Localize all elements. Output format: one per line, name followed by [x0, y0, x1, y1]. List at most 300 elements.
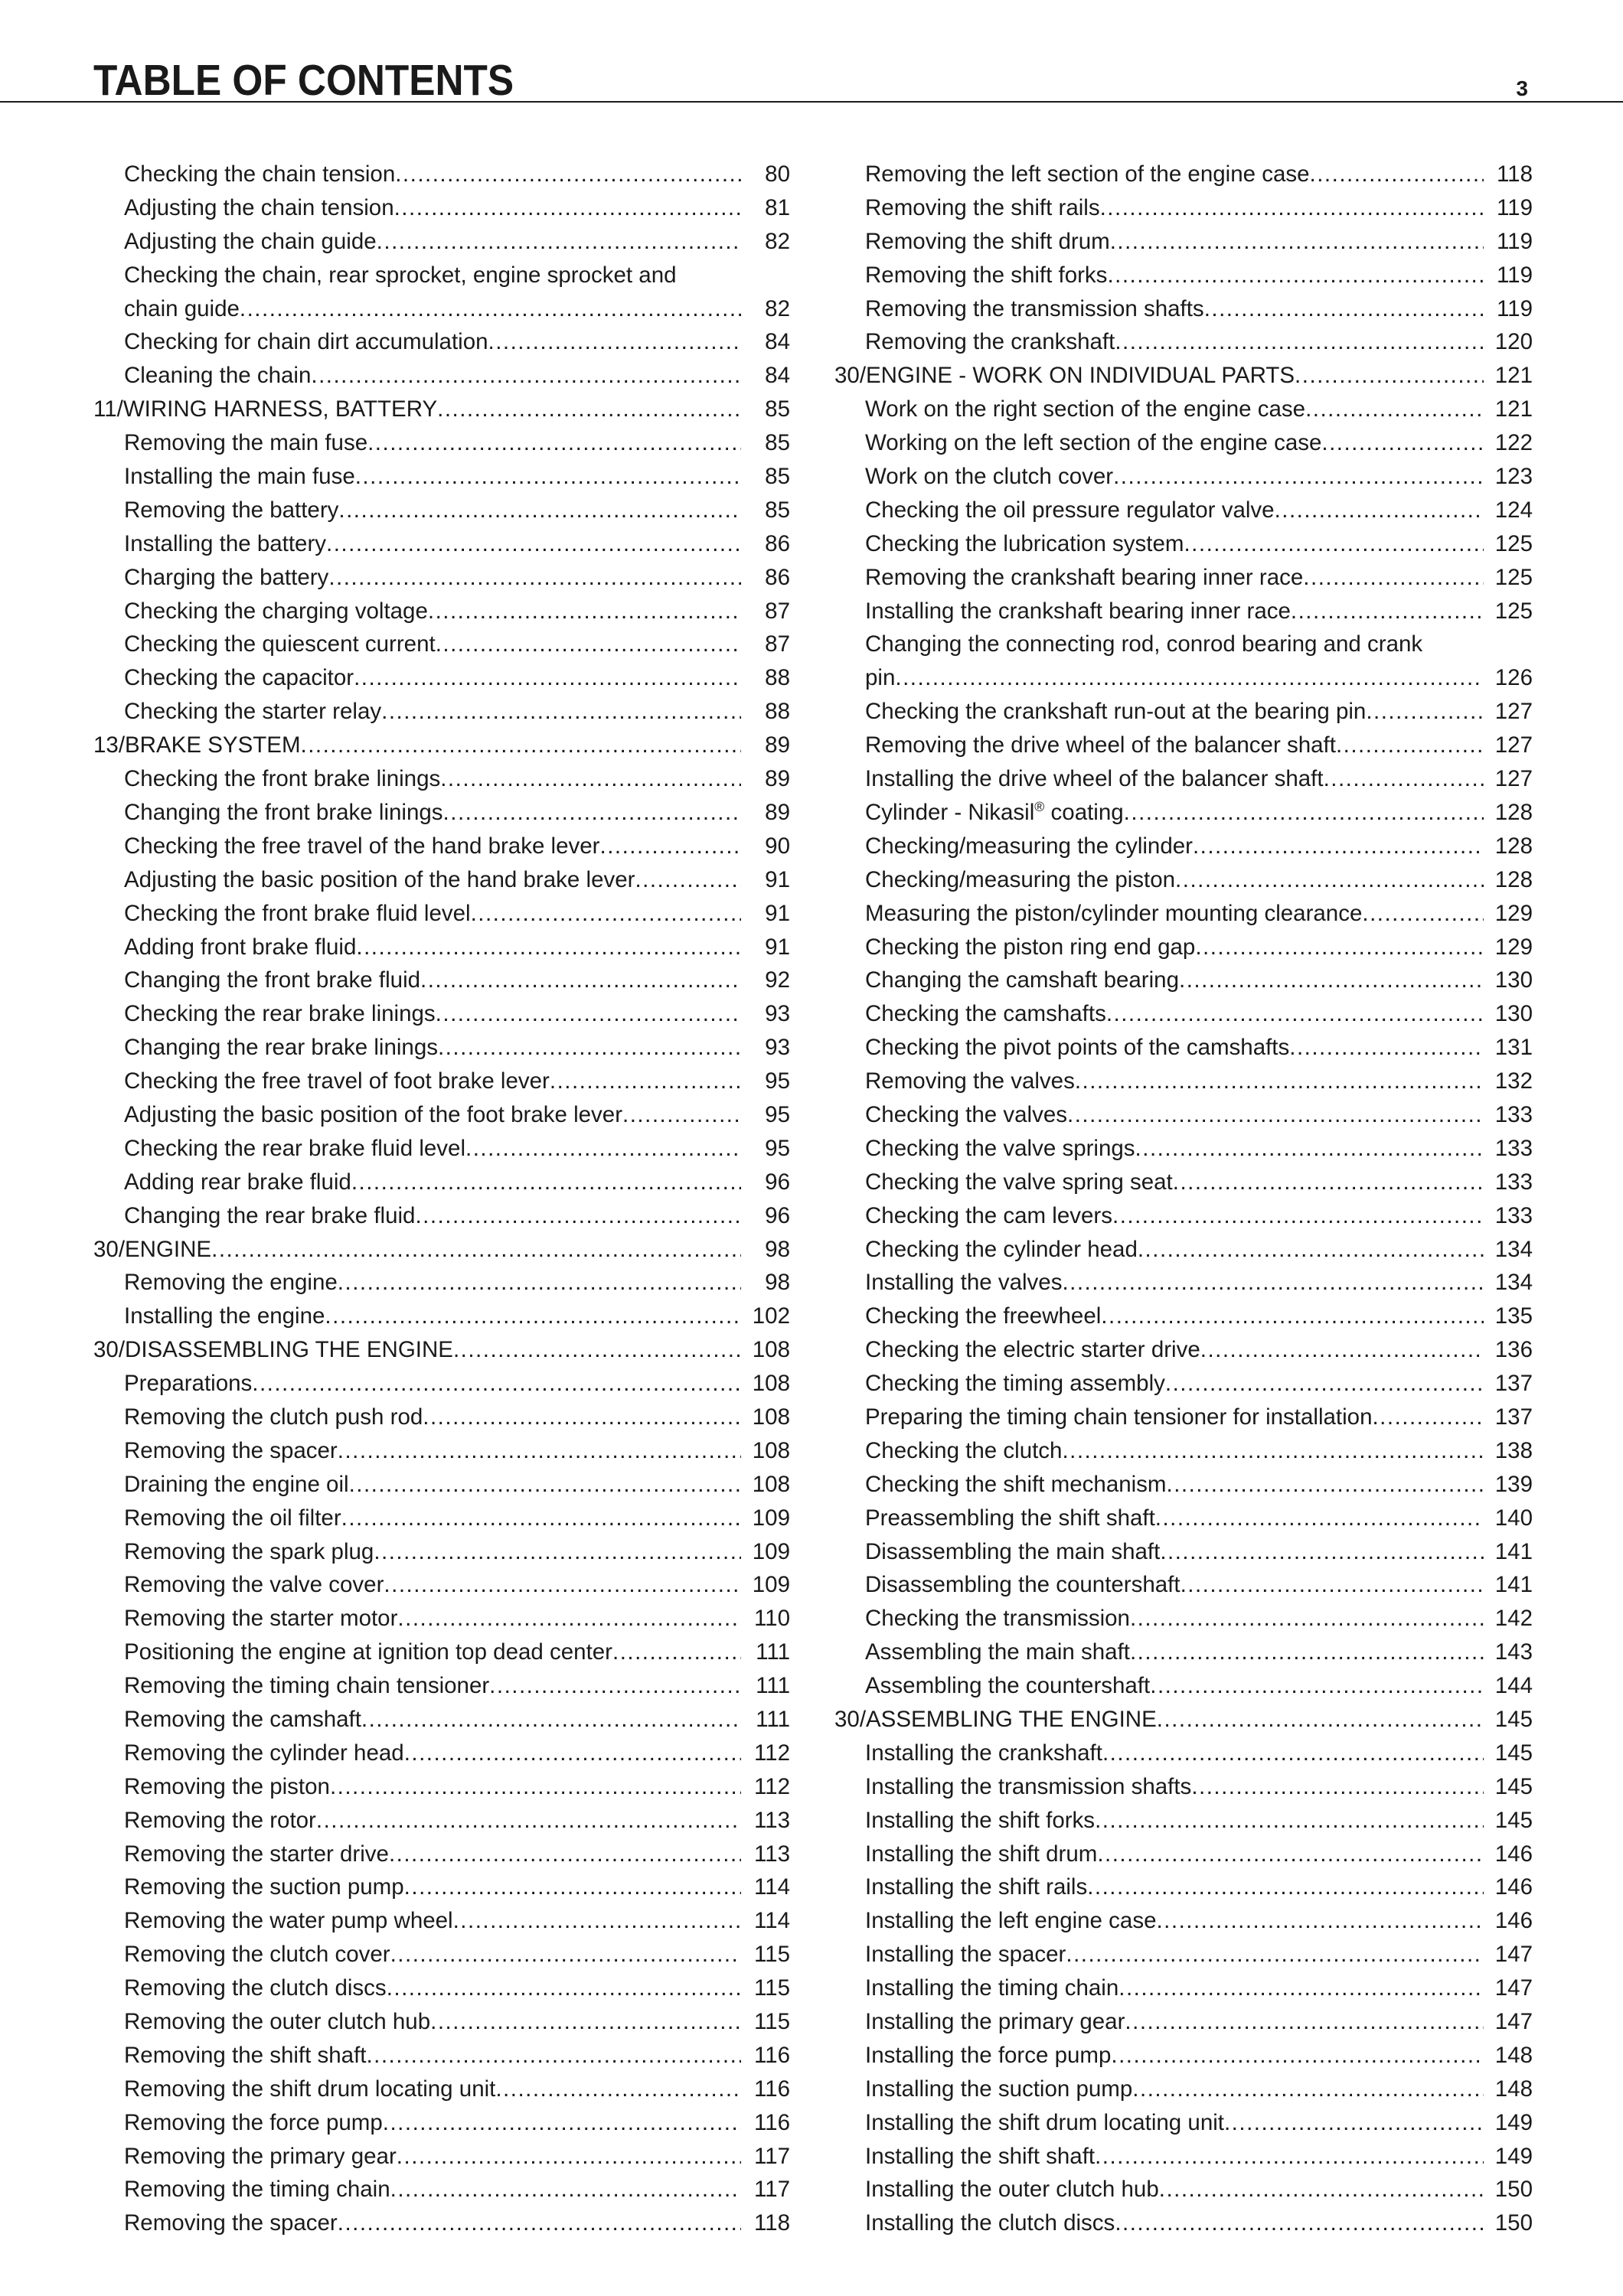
toc-entry[interactable] — [834, 1031, 1533, 1065]
toc-entry[interactable] — [834, 1502, 1533, 1535]
toc-entry-title-text: Installing the battery — [124, 530, 327, 556]
toc-page-number: 84 — [765, 329, 790, 355]
toc-page-number: 134 — [1494, 1270, 1533, 1296]
toc-entry[interactable] — [93, 2206, 790, 2240]
toc-chapter-entry[interactable] — [93, 729, 790, 762]
toc-entry[interactable] — [834, 225, 1533, 259]
toc-entry-title — [865, 225, 1110, 259]
toc-entry[interactable] — [834, 2173, 1533, 2206]
toc-entry[interactable] — [93, 359, 790, 393]
toc-entry[interactable] — [93, 1132, 790, 1166]
toc-page-number: 80 — [765, 161, 790, 187]
toc-entry[interactable] — [93, 1098, 790, 1132]
toc-entry-title-text: Assembling the main shaft — [865, 1639, 1130, 1665]
toc-entry[interactable] — [834, 1870, 1533, 1904]
toc-leader-dots — [489, 1669, 741, 1703]
toc-entry[interactable] — [93, 1938, 790, 1971]
toc-leader-dots — [325, 1300, 741, 1333]
toc-page-number: 93 — [765, 1001, 790, 1027]
toc-entry[interactable] — [834, 1636, 1533, 1669]
toc-leader-dots — [1362, 897, 1484, 931]
toc-entry-title — [124, 1669, 489, 1703]
toc-entry[interactable] — [93, 1838, 790, 1871]
toc-entry[interactable] — [834, 762, 1533, 796]
toc-entry[interactable] — [834, 1266, 1533, 1300]
toc-entry[interactable] — [834, 1737, 1533, 1770]
toc-page-number: 137 — [1494, 1371, 1533, 1397]
toc-chapter-entry[interactable] — [834, 359, 1533, 393]
toc-entry-title — [124, 2039, 366, 2073]
toc-entry[interactable] — [93, 2140, 790, 2174]
toc-entry[interactable] — [93, 1568, 790, 1602]
toc-entry[interactable] — [93, 494, 790, 527]
toc-entry-title — [865, 762, 1324, 796]
toc-chapter-entry[interactable] — [93, 393, 790, 426]
toc-entry-title — [865, 1904, 1156, 1938]
toc-leader-dots — [338, 494, 741, 527]
toc-entry[interactable] — [834, 628, 1533, 695]
toc-entry-title — [124, 1367, 252, 1401]
toc-page-number: 108 — [752, 1437, 790, 1463]
toc-entry-wrapped-title — [865, 628, 1533, 695]
toc-entry[interactable] — [834, 830, 1533, 863]
toc-entry-title — [124, 1266, 338, 1300]
toc-entry[interactable] — [834, 1602, 1533, 1636]
toc-entry[interactable] — [834, 695, 1533, 729]
toc-entry-title-text: Installing the drive wheel of the balancer shaft — [865, 766, 1324, 792]
toc-entry[interactable] — [93, 1602, 790, 1636]
toc-entry-title — [124, 1199, 415, 1233]
toc-entry[interactable] — [93, 1804, 790, 1838]
toc-leader-dots — [1181, 1568, 1484, 1602]
toc-page-number: 119 — [1496, 194, 1533, 220]
toc-page-number: 119 — [1496, 295, 1533, 321]
toc-entry-title-text: Removing the force pump — [124, 2109, 383, 2135]
toc-entry[interactable] — [93, 225, 790, 259]
toc-entry-title-text: Checking the free travel of foot brake lever — [124, 1068, 550, 1094]
toc-entry[interactable] — [93, 191, 790, 225]
toc-page-number: 149 — [1494, 2143, 1533, 2169]
toc-entry-title-text: Removing the rotor — [124, 1807, 316, 1833]
page-number: 3 — [1516, 77, 1528, 100]
toc-leader-dots — [443, 796, 741, 830]
toc-entry[interactable] — [834, 1770, 1533, 1804]
toc-entry[interactable] — [834, 2140, 1533, 2174]
toc-entry-title — [124, 426, 367, 460]
toc-entry-title-text: Checking the front brake linings — [124, 766, 441, 792]
toc-entry[interactable] — [93, 1971, 790, 2005]
toc-entry[interactable] — [93, 1770, 790, 1804]
toc-page-number: 144 — [1494, 1673, 1533, 1699]
toc-leader-dots — [390, 2173, 741, 2206]
toc-page-number: 120 — [1494, 329, 1533, 355]
toc-entry-title — [865, 1468, 1167, 1502]
toc-entry[interactable] — [834, 729, 1533, 762]
toc-page-number: 128 — [1494, 799, 1533, 825]
toc-entry[interactable] — [834, 1166, 1533, 1199]
toc-entry-title-text: Checking for chain dirt accumulation — [124, 329, 488, 355]
toc-leader-dots — [635, 863, 741, 897]
toc-leader-dots — [384, 1568, 741, 1602]
toc-entry-title — [865, 1199, 1112, 1233]
toc-entry[interactable] — [93, 661, 790, 695]
toc-entry[interactable] — [834, 796, 1533, 830]
toc-leader-dots — [1224, 2106, 1484, 2140]
toc-entry-title-text: Measuring the piston/cylinder mounting clearance — [865, 900, 1363, 926]
toc-entry-wrapped-title — [124, 259, 790, 326]
toc-chapter-entry[interactable] — [834, 1703, 1533, 1737]
toc-entry[interactable] — [93, 426, 790, 460]
toc-entry[interactable] — [834, 1535, 1533, 1569]
toc-entry-title — [865, 1031, 1289, 1065]
toc-entry-title — [865, 2173, 1159, 2206]
toc-entry[interactable] — [93, 796, 790, 830]
toc-leader-dots — [1075, 1065, 1484, 1098]
toc-leader-dots — [381, 695, 741, 729]
toc-entry-title-text: Installing the clutch discs — [865, 2210, 1115, 2236]
toc-leader-dots — [423, 1401, 741, 1434]
toc-entry-title — [124, 1870, 404, 1904]
toc-entry[interactable] — [93, 1434, 790, 1468]
toc-entry[interactable] — [834, 897, 1533, 931]
toc-leader-dots — [471, 897, 741, 931]
toc-entry[interactable] — [93, 997, 790, 1031]
toc-entry[interactable] — [93, 1669, 790, 1703]
toc-entry-title-text: Removing the engine — [124, 1270, 338, 1296]
toc-entry[interactable] — [93, 1266, 790, 1300]
toc-page-number: 88 — [765, 699, 790, 725]
toc-leader-dots — [600, 830, 741, 863]
toc-entry[interactable] — [834, 1098, 1533, 1132]
toc-entry[interactable] — [93, 1870, 790, 1904]
toc-page-number: 129 — [1494, 900, 1533, 926]
toc-leader-dots — [1113, 460, 1484, 494]
toc-entry[interactable] — [834, 1568, 1533, 1602]
toc-leader-dots — [1115, 2206, 1484, 2240]
toc-entry-title-text: Removing the valves — [865, 1068, 1075, 1094]
toc-entry-title — [865, 931, 1195, 964]
toc-page-number: 116 — [753, 2109, 790, 2135]
toc-page-number: 111 — [756, 1706, 790, 1732]
toc-entry[interactable] — [93, 561, 790, 595]
toc-entry[interactable] — [834, 1904, 1533, 1938]
toc-leader-dots — [361, 1703, 741, 1737]
toc-leader-dots — [428, 595, 741, 628]
toc-entry-title-text: Checking the capacitor — [124, 665, 354, 691]
toc-entry[interactable] — [834, 460, 1533, 494]
toc-page-number: 138 — [1494, 1437, 1533, 1463]
toc-entry[interactable] — [834, 2206, 1533, 2240]
toc-entry[interactable] — [93, 1535, 790, 1569]
toc-page-number: 96 — [765, 1202, 790, 1228]
toc-entry[interactable] — [93, 1367, 790, 1401]
toc-entry[interactable] — [93, 325, 790, 359]
toc-page-number: 150 — [1494, 2177, 1533, 2203]
toc-entry-title-text: 30/ENGINE — [93, 1236, 212, 1262]
toc-entry-title-text: Removing the shift drum locating unit — [124, 2076, 496, 2102]
toc-entry[interactable] — [93, 2106, 790, 2140]
toc-entry-title-text: Removing the starter drive — [124, 1841, 389, 1867]
toc-leader-dots — [1372, 1401, 1484, 1434]
toc-entry[interactable] — [93, 595, 790, 628]
toc-entry-title — [865, 1737, 1102, 1770]
toc-entry-title — [124, 1770, 330, 1804]
toc-leader-dots — [1165, 1367, 1484, 1401]
toc-page-number: 115 — [753, 2009, 790, 2034]
toc-entry[interactable] — [834, 1401, 1533, 1434]
toc-entry[interactable] — [834, 158, 1533, 191]
toc-entry[interactable] — [93, 1401, 790, 1434]
toc-page-number: 141 — [1494, 1538, 1533, 1564]
toc-entry[interactable] — [834, 595, 1533, 628]
toc-entry[interactable] — [93, 628, 790, 661]
toc-leader-dots — [240, 292, 741, 326]
toc-entry-title — [865, 2073, 1132, 2106]
toc-entry[interactable] — [93, 1199, 790, 1233]
toc-entry-title — [865, 1367, 1165, 1401]
toc-page-number: 85 — [765, 497, 790, 523]
toc-page-number: 87 — [765, 631, 790, 657]
toc-entry[interactable] — [834, 494, 1533, 527]
toc-page-number: 121 — [1494, 396, 1533, 422]
toc-page-number: 145 — [1494, 1706, 1533, 1732]
toc-entry-title — [834, 1703, 1157, 1737]
toc-page-number: 108 — [752, 1337, 790, 1363]
toc-entry[interactable] — [93, 460, 790, 494]
toc-entry[interactable] — [834, 1468, 1533, 1502]
toc-entry-title — [865, 796, 1124, 830]
toc-page-number: 92 — [765, 967, 790, 993]
toc-entry[interactable] — [93, 1065, 790, 1098]
toc-entry[interactable] — [93, 1904, 790, 1938]
toc-entry[interactable] — [834, 561, 1533, 595]
toc-leader-dots — [1118, 1971, 1484, 2005]
toc-entry-title — [124, 595, 428, 628]
toc-entry[interactable] — [834, 1333, 1533, 1367]
toc-entry[interactable] — [93, 1636, 790, 1669]
toc-page-number: 86 — [765, 530, 790, 556]
toc-entry-title-text: Changing the camshaft bearing — [865, 967, 1179, 993]
toc-entry-title-text: Work on the clutch cover — [865, 464, 1114, 490]
toc-entry-title — [124, 1703, 361, 1737]
toc-leader-dots — [436, 997, 741, 1031]
toc-entry[interactable] — [834, 325, 1533, 359]
toc-entry[interactable] — [834, 1971, 1533, 2005]
toc-entry-title-text: Disassembling the main shaft — [865, 1538, 1161, 1564]
toc-leader-dots — [420, 964, 741, 997]
toc-leader-dots — [1095, 2140, 1484, 2174]
toc-entry[interactable] — [834, 1669, 1533, 1703]
toc-leader-dots — [338, 1266, 741, 1300]
toc-leader-dots — [387, 1971, 741, 2005]
toc-chapter-entry[interactable] — [93, 1333, 790, 1367]
toc-entry-title-continuation: pin — [865, 665, 896, 691]
toc-entry[interactable] — [93, 158, 790, 191]
toc-entry[interactable] — [93, 863, 790, 897]
toc-entry-title-text: Checking the cylinder head — [865, 1236, 1138, 1262]
toc-entry-title-text: Adjusting the basic position of the foot brake lever — [124, 1101, 623, 1127]
toc-entry[interactable] — [834, 1199, 1533, 1233]
toc-leader-dots — [1295, 359, 1484, 393]
toc-page-number: 118 — [753, 2210, 790, 2236]
toc-leader-dots — [351, 1166, 741, 1199]
toc-entry[interactable] — [834, 1233, 1533, 1267]
toc-entry[interactable] — [93, 2173, 790, 2206]
toc-entry-title — [124, 460, 355, 494]
toc-entry[interactable] — [834, 1838, 1533, 1871]
toc-entry-title-text: Removing the battery — [124, 497, 339, 523]
toc-page-number: 85 — [765, 396, 790, 422]
toc-entry-title-text: Changing the rear brake linings — [124, 1035, 438, 1061]
toc-page-number: 146 — [1494, 1874, 1533, 1900]
toc-leader-dots — [1062, 1434, 1484, 1468]
toc-page-number: 111 — [756, 1673, 790, 1699]
toc-entry-title-text: Removing the spacer — [124, 2210, 338, 2236]
toc-entry[interactable] — [93, 2039, 790, 2073]
toc-leader-dots — [1132, 2073, 1484, 2106]
toc-entry-title — [124, 830, 600, 863]
toc-entry[interactable] — [834, 191, 1533, 225]
toc-page-number: 130 — [1494, 1001, 1533, 1027]
toc-entry[interactable] — [93, 931, 790, 964]
toc-page-number: 89 — [765, 799, 790, 825]
toc-entry[interactable] — [93, 1468, 790, 1502]
toc-entry[interactable] — [834, 1804, 1533, 1838]
toc-entry[interactable] — [93, 2005, 790, 2039]
toc-leader-dots — [1204, 292, 1484, 326]
toc-entry[interactable] — [834, 259, 1533, 292]
toc-page-number: 121 — [1494, 363, 1533, 389]
toc-entry[interactable] — [93, 964, 790, 997]
toc-leader-dots — [355, 460, 741, 494]
toc-entry-title-text: Preassembling the shift shaft — [865, 1505, 1155, 1531]
toc-leader-dots — [316, 1804, 741, 1838]
toc-entry[interactable] — [93, 527, 790, 561]
toc-entry[interactable] — [834, 1367, 1533, 1401]
toc-entry[interactable] — [93, 695, 790, 729]
toc-page-number: 135 — [1494, 1303, 1533, 1329]
toc-entry[interactable] — [93, 1502, 790, 1535]
toc-entry-title — [865, 897, 1362, 931]
toc-leader-dots — [1097, 1838, 1484, 1871]
toc-entry[interactable] — [834, 292, 1533, 326]
toc-entry[interactable] — [834, 964, 1533, 997]
toc-entry-title — [124, 191, 394, 225]
toc-entry[interactable] — [834, 2005, 1533, 2039]
toc-entry[interactable] — [834, 1132, 1533, 1166]
toc-entry[interactable] — [834, 997, 1533, 1031]
toc-leader-dots — [366, 2039, 741, 2073]
toc-entry[interactable] — [93, 1300, 790, 1333]
toc-entry-title-text: Removing the primary gear — [124, 2143, 397, 2169]
toc-entry-title-text: Installing the timing chain — [865, 1975, 1119, 2001]
toc-entry-title-text: Changing the rear brake fluid — [124, 1202, 416, 1228]
toc-entry-title-text: Adjusting the chain tension — [124, 194, 394, 220]
toc-entry-title — [865, 1098, 1067, 1132]
toc-entry[interactable] — [93, 1166, 790, 1199]
toc-page-number: 129 — [1494, 934, 1533, 960]
toc-leader-dots — [404, 1737, 741, 1770]
toc-entry[interactable] — [93, 762, 790, 796]
toc-entry-title — [124, 1468, 349, 1502]
toc-page-number: 102 — [752, 1303, 790, 1329]
toc-entry[interactable] — [93, 1737, 790, 1770]
toc-page-number: 113 — [753, 1807, 790, 1833]
toc-leader-dots — [1303, 561, 1484, 595]
toc-leader-dots — [1135, 1132, 1484, 1166]
toc-entry[interactable] — [834, 1434, 1533, 1468]
toc-entry[interactable] — [834, 863, 1533, 897]
toc-entry-title-text: Installing the force pump — [865, 2042, 1112, 2068]
toc-page-number: 87 — [765, 598, 790, 624]
toc-entry-title — [124, 1065, 550, 1098]
toc-entry[interactable] — [834, 1300, 1533, 1333]
toc-entry[interactable] — [834, 2039, 1533, 2073]
toc-leader-dots — [397, 1602, 741, 1636]
toc-entry[interactable] — [93, 1703, 790, 1737]
toc-entry[interactable] — [834, 426, 1533, 460]
toc-entry[interactable] — [93, 897, 790, 931]
toc-entry-title — [124, 1434, 338, 1468]
toc-leader-dots — [311, 359, 741, 393]
toc-leader-dots — [440, 762, 741, 796]
toc-page-number: 109 — [752, 1538, 790, 1564]
toc-entry[interactable] — [834, 393, 1533, 426]
toc-page-number: 116 — [753, 2042, 790, 2068]
toc-leader-dots — [1289, 1031, 1484, 1065]
toc-leader-dots — [1067, 1098, 1484, 1132]
toc-leader-dots — [465, 1132, 741, 1166]
toc-entry-title — [865, 1333, 1200, 1367]
toc-entry[interactable] — [93, 259, 790, 326]
toc-page-number: 125 — [1494, 598, 1533, 624]
toc-entry-title-text: Checking the pivot points of the camshafts — [865, 1035, 1290, 1061]
toc-entry-title — [865, 1401, 1372, 1434]
toc-leader-dots — [1062, 1266, 1484, 1300]
toc-entry-title-continuation-row — [865, 661, 1533, 695]
toc-leader-dots — [895, 661, 1484, 695]
toc-entry[interactable] — [93, 1031, 790, 1065]
toc-entry-title — [124, 762, 440, 796]
toc-page-number: 117 — [753, 2143, 790, 2169]
toc-leader-dots — [367, 426, 741, 460]
toc-leader-dots — [1155, 1502, 1484, 1535]
page-title: TABLE OF CONTENTS — [93, 56, 514, 105]
toc-entry-title-text: Checking the valves — [865, 1101, 1068, 1127]
toc-chapter-entry[interactable] — [93, 1233, 790, 1267]
toc-entry[interactable] — [834, 931, 1533, 964]
toc-leader-dots — [1195, 931, 1484, 964]
registered-mark: ® — [1034, 799, 1045, 815]
toc-entry[interactable] — [834, 1065, 1533, 1098]
toc-leader-dots — [1175, 863, 1484, 897]
toc-entry[interactable] — [834, 1938, 1533, 1971]
toc-page-number: 122 — [1494, 430, 1533, 456]
toc-leader-dots — [1305, 393, 1484, 426]
toc-entry[interactable] — [834, 2073, 1533, 2106]
toc-entry[interactable] — [93, 830, 790, 863]
toc-leader-dots — [1102, 1737, 1484, 1770]
toc-page-number: 128 — [1494, 833, 1533, 859]
toc-entry[interactable] — [834, 2106, 1533, 2140]
toc-page-number: 89 — [765, 766, 790, 792]
toc-entry[interactable] — [93, 2073, 790, 2106]
toc-entry[interactable] — [834, 527, 1533, 561]
toc-entry-title-continuation: chain guide — [124, 295, 240, 321]
toc-entry-title-text: Removing the drive wheel of the balancer shaft — [865, 732, 1336, 758]
toc-entry-title — [124, 1804, 316, 1838]
toc-entry-title-text: Installing the main fuse — [124, 464, 355, 490]
